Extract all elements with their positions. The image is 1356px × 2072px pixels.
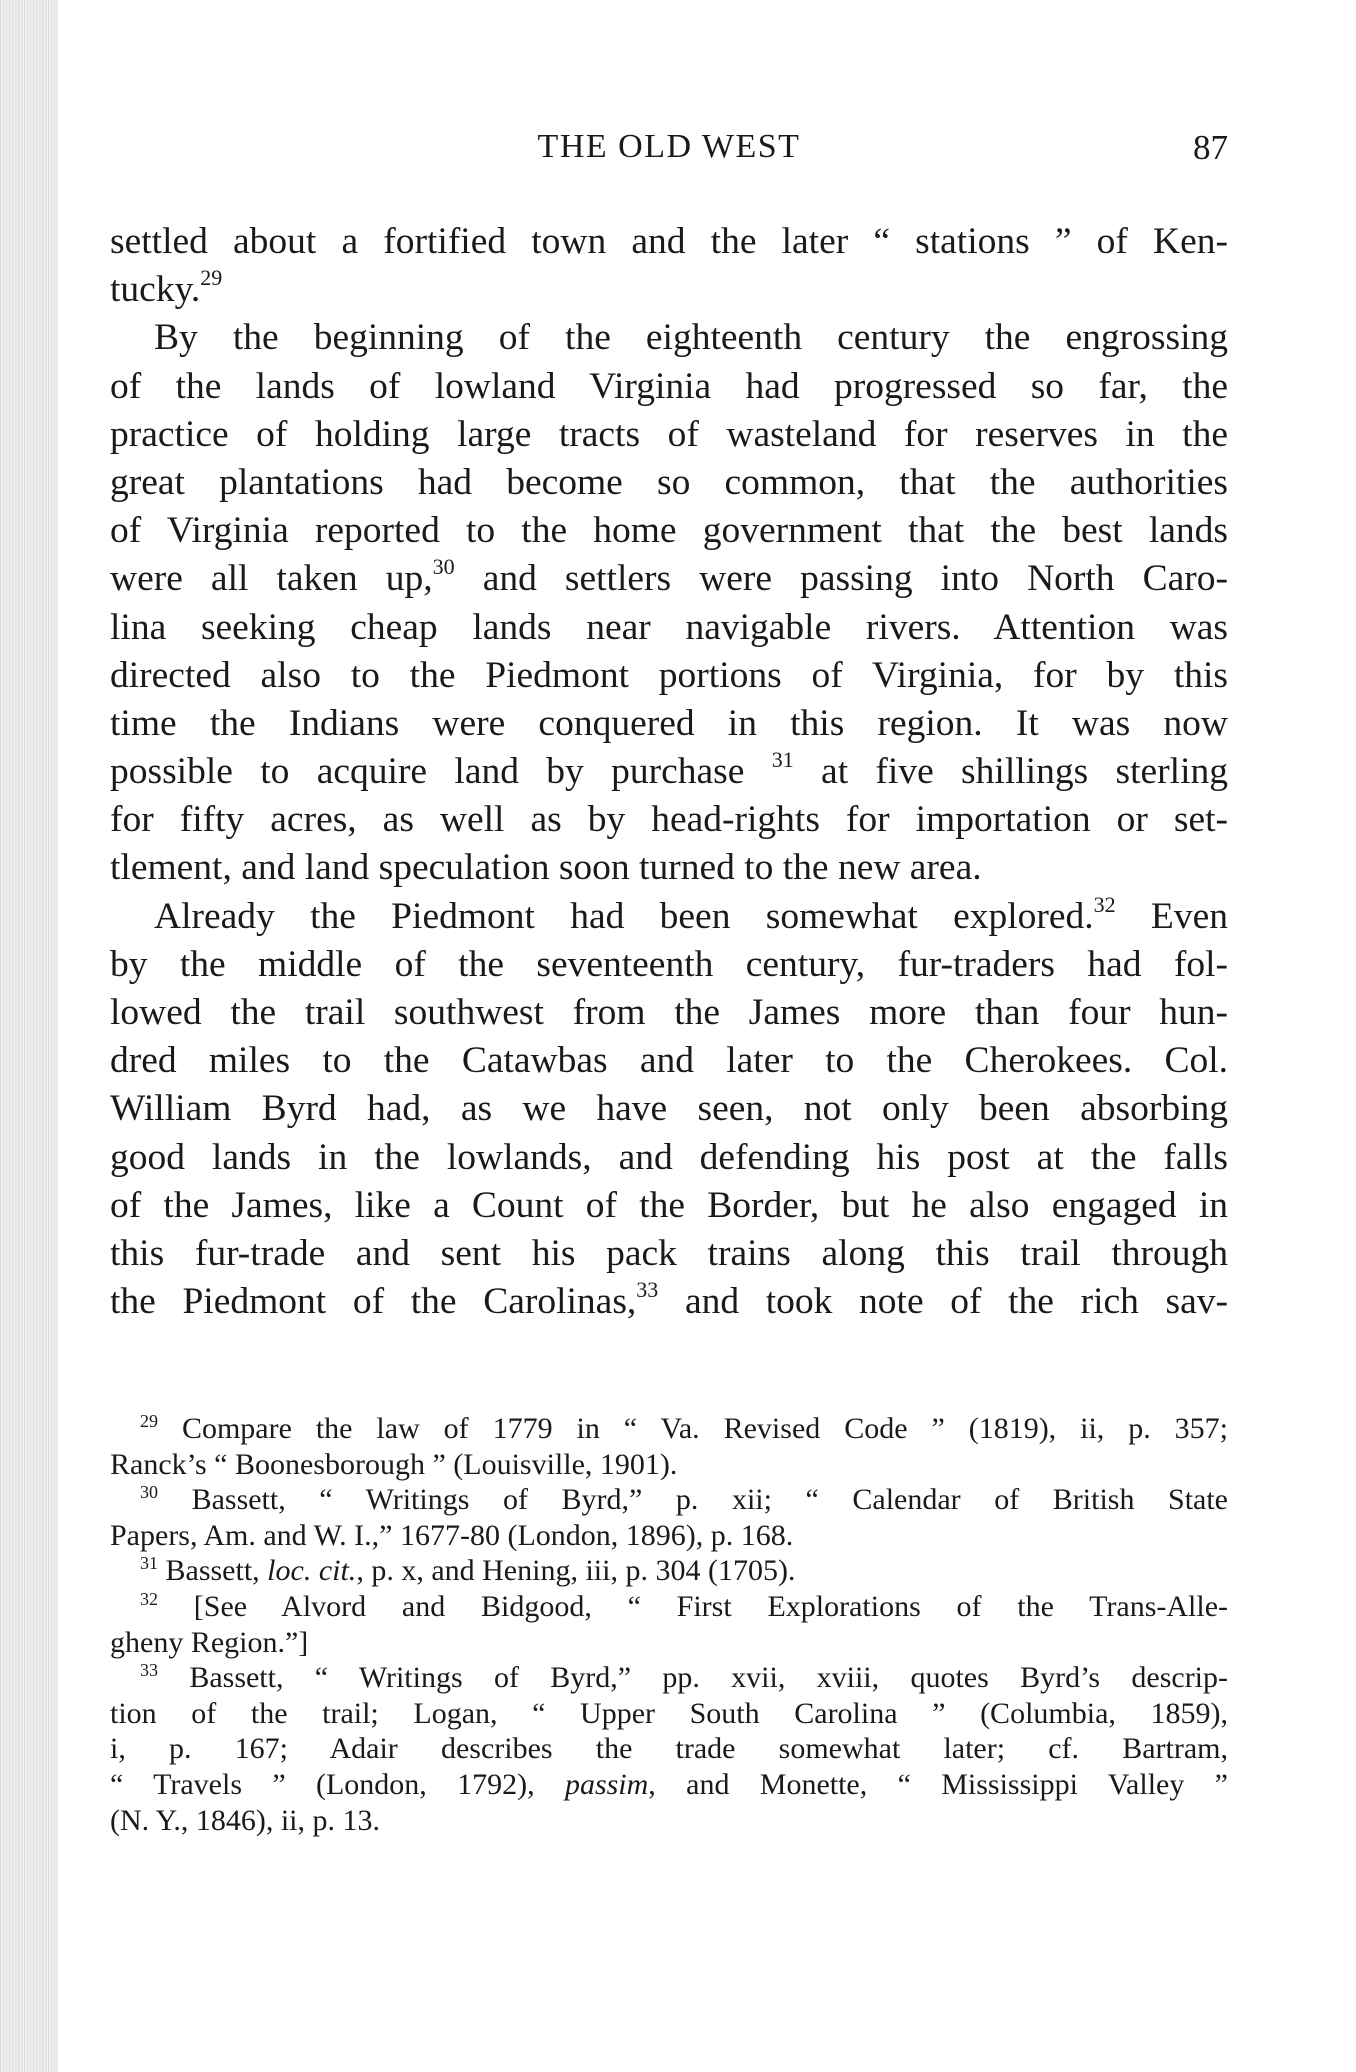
body-line: Already the Piedmont had been somewhat explored.$^{32}$ Even (154, 891, 1228, 937)
footnotes (110, 1411, 1228, 1838)
body-line: for fifty acres, as well as by head-rights for importation or set- (110, 799, 1228, 841)
body-line: great plantations had become so common, that the authorities (110, 461, 1228, 503)
body-line: of Virginia reported to the home government that the best lands (110, 510, 1228, 552)
page-header (110, 128, 1228, 178)
body-line: the Piedmont of the Carolinas,$^{33}$ and took note of the rich sav- (110, 1277, 1229, 1323)
body-line: By the beginning of the eighteenth century the engrossing (154, 317, 1228, 359)
body-line: lina seeking cheap lands near navigable rivers. Attention was (110, 606, 1228, 648)
body-line: good lands in the lowlands, and defending his post at the falls (110, 1136, 1228, 1178)
footnote-ref: 30 (432, 554, 455, 580)
body-line: of the lands of lowland Virginia had progressed so far, the (110, 365, 1228, 407)
footnote-29: $^{29}$ Compare the law of 1779 in “ Va. Revised Code ” (1819), ii, p. 357; (140, 1411, 1228, 1445)
footnote-number: 33 (140, 1660, 158, 1681)
body-line: by the middle of the seventeenth century, fur-traders had fol- (110, 943, 1228, 985)
body-line: directed also to the Piedmont portions of Virginia, for by this (110, 654, 1228, 696)
running-head: THE OLD WEST (537, 128, 801, 165)
footnote-30-cont: Papers, Am. and W. I.,” 1677-80 (London, 1896), p. 168. (110, 1518, 794, 1552)
scan-edge-shadow (0, 0, 58, 2072)
footnote-number: 32 (140, 1588, 158, 1609)
body-line: practice of holding large tracts of wasteland for reserves in the (110, 413, 1228, 455)
footnote-29-cont: Ranck’s “ Boonesborough ” (Louisville, 1901). (110, 1447, 678, 1481)
body-line: this fur-trade and sent his pack trains along this trail through (110, 1232, 1228, 1274)
footnote-33-cont: tion of the trail; Logan, “ Upper South Carolina ” (Columbia, 1859), (110, 1696, 1228, 1730)
body-line: William Byrd had, as we have seen, not only been absorbing (110, 1088, 1228, 1130)
footnote-ref: 32 (1093, 891, 1116, 917)
body-line: lowed the trail southwest from the James more than four hun- (110, 992, 1228, 1033)
footnote-ref: 29 (200, 265, 223, 291)
footnote-32-cont: gheny Region.”] (110, 1625, 309, 1659)
footnote-33: $^{33}$ Bassett, “ Writings of Byrd,” pp. xvii, xviii, quotes Byrd’s descrip- (140, 1660, 1229, 1695)
body-line: settled about a fortified town and the later “ stations ” of Ken- (110, 221, 1228, 262)
footnote-33-cont: (N. Y., 1846), ii, p. 13. (110, 1803, 380, 1837)
footnote-30: $^{30}$ Bassett, “ Writings of Byrd,” p. xii; “ Calendar of British State (140, 1482, 1229, 1517)
footnote-33-cont: “ Travels ” (London, 1792), passim, and Monette, “ Mississippi Valley ” (110, 1767, 1228, 1801)
body-line: were all taken up,$^{30}$ and settlers were passing into North Caro- (110, 554, 1229, 600)
footnote-ref: 33 (636, 1277, 659, 1303)
body-line: tlement, and land speculation soon turned to the new area. (110, 847, 982, 889)
body-line: of the James, like a Count of the Border, but he also engaged in (110, 1184, 1228, 1226)
page-number: 87 (1193, 128, 1228, 167)
body-line: tucky.$^{29}$ (110, 265, 223, 311)
footnote-number: 29 (140, 1411, 158, 1431)
footnote-31: $^{31}$ Bassett, loc. cit., p. x, and Hening, iii, p. 304 (1705). (140, 1553, 796, 1588)
body-line: dred miles to the Catawbas and later to the Cherokees. Col. (110, 1040, 1228, 1082)
footnote-number: 30 (140, 1482, 158, 1503)
body-line: time the Indians were conquered in this region. It was now (110, 702, 1228, 744)
footnote-32: $^{32}$ [See Alvord and Bidgood, “ First Explorations of the Trans-Alle- (140, 1588, 1228, 1623)
footnote-number: 31 (140, 1553, 158, 1574)
body-text (110, 218, 1228, 1326)
body-line: possible to acquire land by purchase $^{31}$ at five shillings sterling (110, 747, 1228, 793)
footnote-33-cont: i, p. 167; Adair describes the trade somewhat later; cf. Bartram, (110, 1732, 1228, 1766)
footnote-ref: 31 (771, 747, 794, 773)
